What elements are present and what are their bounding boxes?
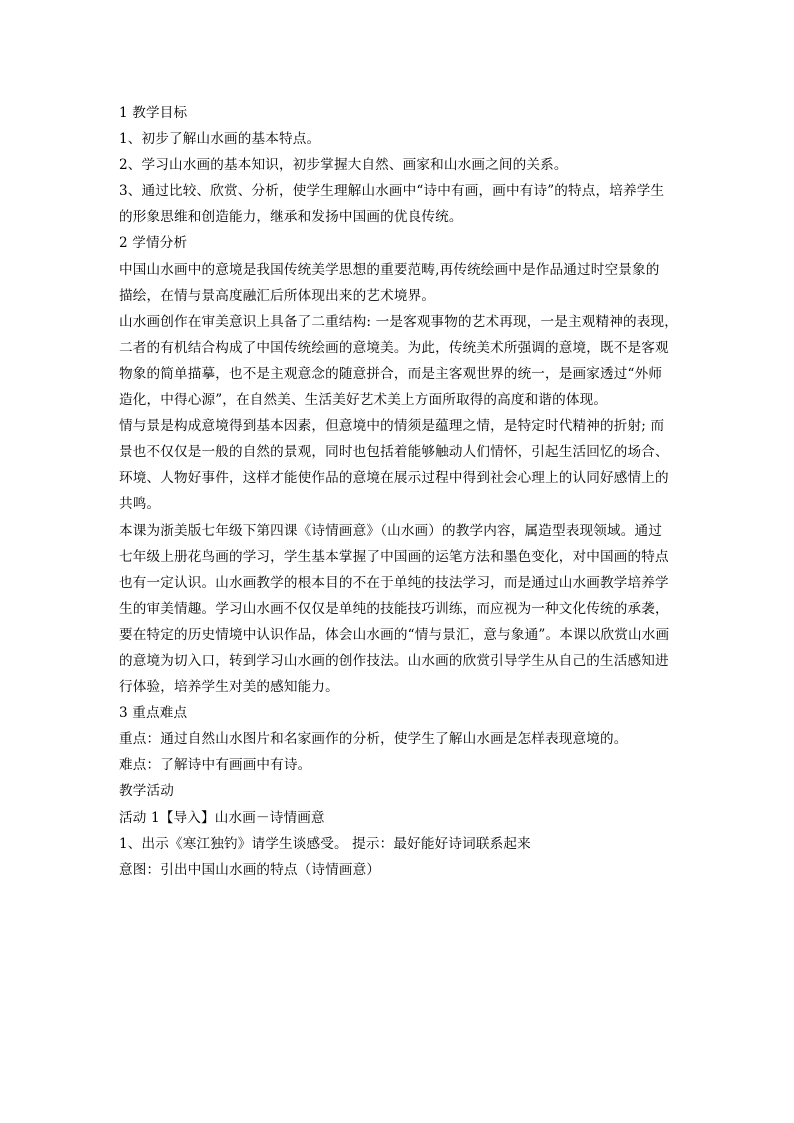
difficult-point: 难点：了解诗中有画画中有诗。 [119, 757, 312, 774]
paragraph-line: 造化，中得心源”，在自然美、生活美好艺术美上方面所取得的高度和谐的体现。 [119, 392, 608, 409]
paragraph-line: 也有一定认识。山水画教学的根本目的不在于单纯的技法学习，而是通过山水画教学培养学 [119, 574, 669, 591]
paragraph-line: 描绘，在情与景高度融汇后所体现出来的艺术境界。 [119, 287, 436, 304]
paragraph-line: 中国山水画中的意境是我国传统美学思想的重要范畴,再传统绘画中是作品通过时空景象的 [119, 261, 660, 278]
paragraph-line: 要在特定的历史情境中认识作品，体会山水画的“情与景汇，意与象通”。本课以欣赏山水画 [119, 626, 670, 643]
activity-1-title: 活动 1【导入】山水画－诗情画意 [119, 809, 325, 826]
paragraph-line: 山水画创作在审美意识上具备了二重结构: 一是客观事物的艺术再现，一是主观精神的表现， [119, 313, 678, 330]
section-heading-teaching-activities: 教学活动 [119, 783, 174, 800]
analysis-paragraph-4 [119, 518, 679, 701]
goal-item-3-line-2: 的形象思维和创造能力，继承和发扬中国画的优良传统。 [119, 209, 463, 226]
section-heading-key-difficult-points: 3 重点难点 [119, 705, 188, 722]
paragraph-line: 物象的简单描摹，也不是主观意念的随意拼合，而是主客观世界的统一，是画家透过“外师 [119, 365, 663, 382]
paragraph-line: 行体验，培养学生对美的感知能力。 [119, 679, 339, 696]
paragraph-line: 生的审美情趣。学习山水画不仅仅是单纯的技能技巧训练，而应视为一种文化传统的承袭， [119, 600, 669, 617]
paragraph-line: 情与景是构成意境得到基本因素，但意境中的情须是蕴理之情，是特定时代精神的折射; 而 [119, 418, 665, 435]
activity-1-item-1: 1、出示《寒江独钓》请学生谈感受。 提示：最好能好诗词联系起来 [119, 835, 531, 852]
paragraph-line: 本课为浙美版七年级下第四课《诗情画意》（山水画）的教学内容，属造型表现领域。通过 [119, 522, 662, 539]
goal-item-2: 2、学习山水画的基本知识，初步掌握大自然、画家和山水画之间的关系。 [119, 157, 568, 174]
activity-1-intent: 意图：引出中国山水画的特点（诗情画意） [119, 861, 381, 878]
analysis-paragraph-1 [119, 257, 679, 309]
paragraph-line: 共鸣。 [119, 496, 161, 513]
paragraph-line: 环境、人物好事件，这样才能使作品的意境在展示过程中得到社会心理上的认同好感情上的 [119, 470, 669, 487]
document-page [119, 100, 679, 883]
analysis-paragraph-2 [119, 309, 679, 413]
paragraph-line: 七年级上册花鸟画的学习，学生基本掌握了中国画的运笔方法和墨色变化，对中国画的特点 [119, 548, 669, 565]
goal-item-1: 1、初步了解山水画的基本特点。 [119, 131, 321, 148]
paragraph-line: 的意境为切入口，转到学习山水画的创作技法。山水画的欣赏引导学生从自己的生活感知进 [119, 652, 669, 669]
key-point: 重点：通过自然山水图片和名家画作的分析，使学生了解山水画是怎样表现意境的。 [119, 731, 628, 748]
section-heading-learner-analysis: 2 学情分析 [119, 235, 188, 252]
analysis-paragraph-3 [119, 413, 679, 517]
goal-item-3-line-1: 3、通过比较、欣赏、分析，使学生理解山水画中“诗中有画，画中有诗”的特点，培养学生 [119, 183, 665, 200]
paragraph-line: 景也不仅仅是一般的自然的景观，同时也包括着能够触动人们情怀，引起生活回忆的场合、 [119, 444, 669, 461]
paragraph-line: 二者的有机结合构成了中国传统绘画的意境美。为此，传统美术所强调的意境，既不是客观 [119, 339, 669, 356]
section-heading-teaching-goals: 1 教学目标 [119, 105, 188, 121]
goal-item-3 [119, 178, 679, 230]
